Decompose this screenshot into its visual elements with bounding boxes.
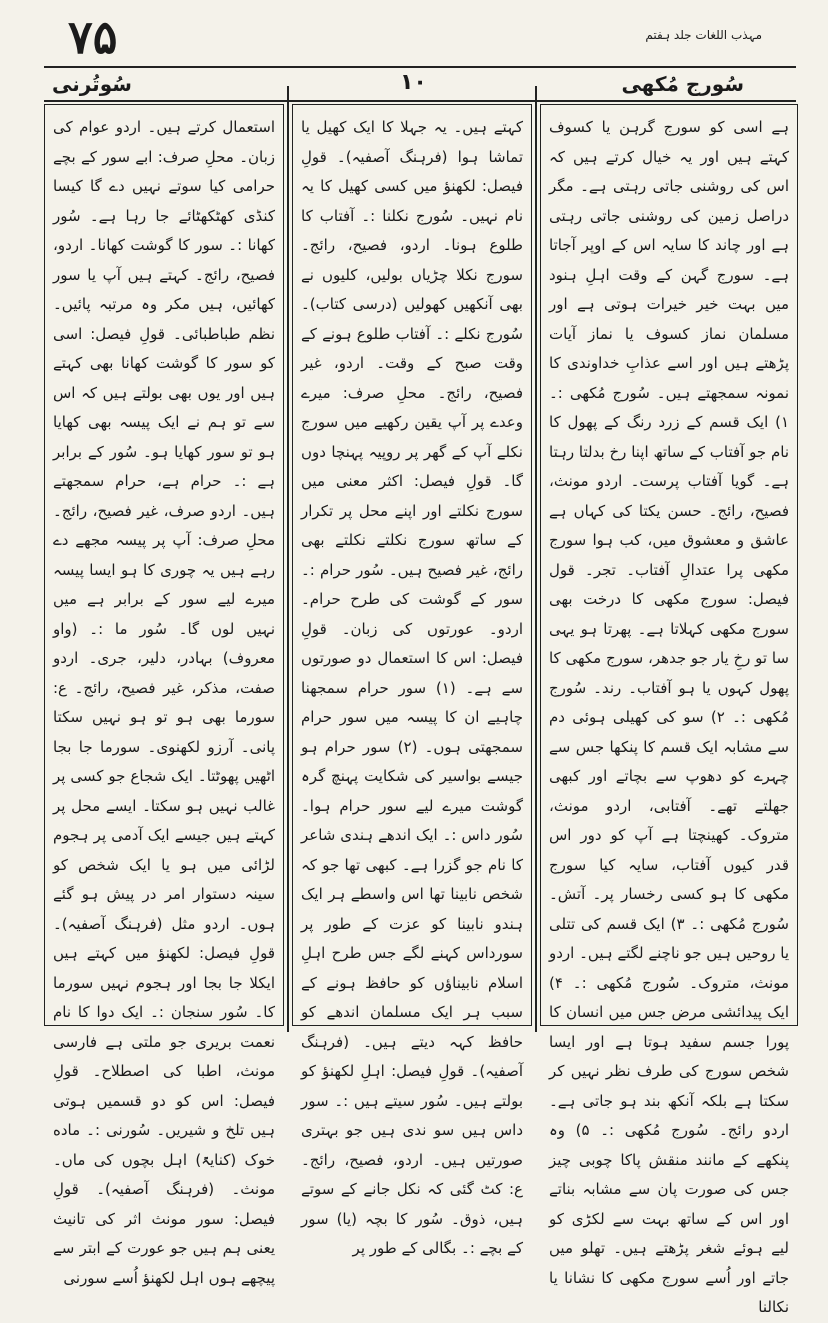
column-right-text: ہے اسی کو سورج گرہن یا کسوف کہتے ہیں اور یہ خیال کرتے ہیں کہ اس کی روشنی جاتی رہتی ہے۔ مگر دراصل زمین کی روشنی جاتی رہتی ہے اور چاند کا سایہ اس کے اوپر آجاتا ہے۔ سورج گہن کے وقت اہلِ ہنود میں بہت خیر خیرات ہوتی ہے اور مسلمان نماز کسوف یا نماز آیات پڑھتے ہیں اور اسے عذابِ خداوندی کا نمونہ سمجھتے ہیں۔ سُورج مُکھی :۔ ۱) ایک قسم کے زرد رنگ کے پھول کا نام جو آفتاب کے ساتھ اپنا رخ بدلتا رہتا ہے۔ گویا آفتاب پرست۔ اردو مونث، فصیح، رائج۔ حسن یکتا کی کہاں ہے عاشق و معشوق میں، کب ہوا سورج مکھی پرا عتدالِ آفتاب۔ تجر۔ قول فیصل: سورج مکھی کا درخت بھی سورج مکھی کہلاتا ہے۔ پھرتا ہو یہی سا تو رخِ یار جو جدھر، سورج مکھی کا پھول کہوں یا ہو آفتاب۔ رند۔ سُورج مُکھی :۔ ۲) سو کی کھیلی ہوئی دم سے مشابہ ایک قسم کا پنکھا جس سے چہرے کو دھوپ سے بچاتے اور کبھی جھلتے تھے۔ آفتابی، اردو مونث، متروک۔ کھینچتا ہے آپ کو دور اس قدر کیوں آفتاب، سایہ کیا سورج مکھی کا ہو کسی رخسار پر۔ آتش۔ سُورج مُکھی :۔ ۳) ایک قسم کی تتلی یا روحیں ہیں جو ناچنے لگتے ہیں۔ اردو مونث، متروک۔ سُورج مُکھی :۔ ۴) ایک پیدائشی مرض جس میں انسان کا پورا جسم سفید ہوتا ہے اور ایسا شخص سورج کی طرف نظر نہیں کر سکتا ہے بلکہ آنکھ بند ہو جاتی ہے۔ اردو رائج۔ سُورج مُکھی :۔ ۵) وہ پنکھے کے مانند منقش پاکا چوبی چیز جس کی صورت پان سے مشابہ بناتے اور اس کے ساتھ بہت سے لکڑی کو لیے ہوئے شغر پڑھتے ہیں۔ تھلو میں جاتے اور اُسے سورج مکھی کا نشانا یا نکالنا <box>548 118 789 1316</box>
header-left-word: سُوتُرنی <box>52 72 132 96</box>
column-divider-right <box>535 86 537 1032</box>
column-left-text: استعمال کرتے ہیں۔ اردو عوام کی زبان۔ محلِ صرف: ابے سور کے بچے حرامی کیا سوتے نہیں دے گا کیسا کنڈی کھٹکھٹائے جا رہا ہے۔ سُور کھانا :۔ سور کا گوشت کھانا۔ اردو، فصیح، رائج۔ کہتے ہیں آپ یا سور کھائیں، ہیں مکر وہ مرتبہ پائیں۔ نظم طباطبائی۔ قولِ فیصل: اسی کو سور کا گوشت کھانا بھی کہتے ہیں اور یوں بھی بولتے ہیں کہ اس سے تو ہم نے ایک پیسہ بھی کھایا ہو تو سور کھایا ہو۔ سُور کے برابر ہے :۔ حرام ہے، حرام سمجھتے ہیں۔ اردو صرف، غیر فصیح، رائج۔ محلِ صرف: آپ پر پیسہ مجھے دے رہے ہیں یہ چوری کا ہو ایسا پیسہ میرے لیے سور کے برابر ہے میں نہیں لوں گا۔ سُور ما :۔ (واو معروف) بہادر، دلیر، جری۔ اردو صفت، مذکر، غیر فصیح، رائج۔ ع: سورما بھی ہو تو ہو نہیں سکتا پانی۔ آرزو لکھنوی۔ سورما جا بجا اٹھیں پھوٹتا۔ ایک شجاع جو کسی پر غالب نہیں ہو سکتا۔ ایسے محل پر کہتے ہیں جیسے ایک آدمی پر ہجوم لڑائی میں ہو یا ایک شخص کو سینہ دستوار امر در پیش ہو گئے ہوں۔ اردو مثل (فرہنگ آصفیہ)۔ قولِ فیصل: لکھنؤ میں کہتے ہیں ایکلا جا بجا اور ہجوم نہیں سورما کا۔ سُور سنجان :۔ ایک دوا کا نام نعمت بریری جو ملتی ہے فارسی مونث، اطبا کی اصطلاح۔ قولِ فیصل: اس کو دو قسمیں ہوتی ہیں تلخ و شیریں۔ سُورنی :۔ ماده خوک (کنایۃً) اہل بچوں کی ماں۔ مونث۔ (فرہنگ آصفیہ)۔ قولِ فیصل: سور مونث اثر کی تانیث یعنی ہم ہیں جو عورت کے ابتر سے پیچھے ہوں اہل لکھنؤ اُسے سورنی <box>53 118 275 1287</box>
header-right-word: سُورج مُکھی <box>621 72 744 96</box>
dictionary-column-left <box>44 104 284 1287</box>
header-bottom-rule <box>44 100 796 102</box>
column-middle-text: کہتے ہیں۔ یہ جہلا کا ایک کھیل یا تماشا ہوا (فرہنگ آصفیہ)۔ قولِ فیصل: لکھنؤ میں کسی کھیل کا یہ نام نہیں۔ سُورج نکلنا :۔ آفتاب کا طلوع ہونا۔ اردو، فصیح، رائج۔ سورج نکلا چڑیاں بولیں، کلیوں نے بھی آنکھیں کھولیں (درسی کتاب)۔ سُورج نکلے :۔ آفتاب طلوع ہونے کے وقت صبح کے وقت۔ اردو، غیر فصیح، رائج۔ محلِ صرف: میرے وعدے پر آپ یقین رکھیے میں سورج نکلے آپ کے گھر پر روپیہ پہنچا دوں گا۔ قولِ فیصل: اکثر معنی میں سورج نکلتے اور اپنے محل پر تکرار کے ساتھ سورج نکلتے نکلتے بھی رائج، غیر فصیح ہیں۔ سُور حرام :۔ سور کے گوشت کی طرح حرام۔ اردو۔ عورتوں کی زبان۔ قولِ فیصل: اس کا استعمال دو صورتوں سے ہے۔ (۱) سور حرام سمجھنا چاہیے ان کا پیسہ میں سور حرام سمجھتی ہوں۔ (۲) سور حرام ہو جیسے بواسیر کی شکایت پہنچ گرہ گوشت میرے لیے سور حرام ہوا۔ سُور داس :۔ ایک اندھے ہندی شاعر کا نام جو گزرا ہے۔ کبھی تھا جو کہ شخص نابینا تھا اس واسطے ہر ایک ہندو نابینا کو عزت کے طور پر سورداس کہنے لگے جس طرح اہلِ اسلام نابیناؤں کو حافظ ہونے کے سبب ہر ایک مسلمان اندھے کو حافظ کہہ دیتے ہیں۔ (فرہنگ آصفیہ)۔ قولِ فیصل: اہلِ لکھنؤ کو بولتے ہیں۔ سُور سیتے ہیں :۔ سور داس ہیں سو ندی ہیں جو بہتری صورتیں ہیں۔ اردو، فصیح، رائج۔ ع: کٹ گئی کہ نکل جانے کے سوتے ہیں، ذوق۔ سُور کا بچہ (یا) سور کے بچے :۔ بگالی کے طور پر <box>301 118 523 1257</box>
dictionary-column-middle <box>292 104 532 1257</box>
page-number: ۷۵ <box>68 10 118 64</box>
header-top-rule <box>44 66 796 68</box>
dictionary-column-right <box>540 104 798 1316</box>
book-title: مہذب اللغات جلد ہفتم <box>645 28 762 42</box>
header-center-number: ۱۰ <box>400 70 427 95</box>
column-divider-left <box>287 86 289 1032</box>
